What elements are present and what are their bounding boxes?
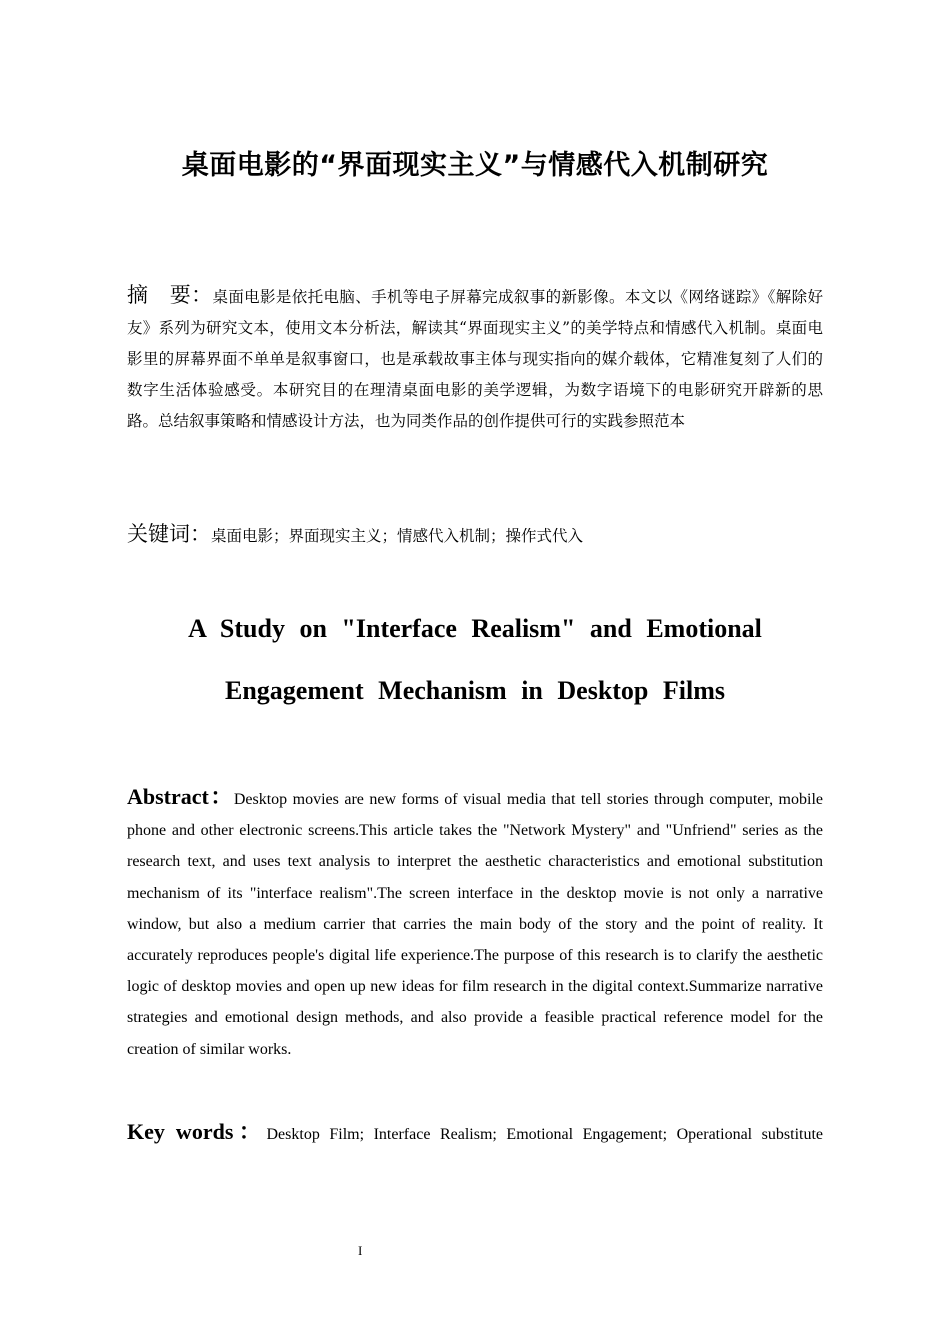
english-abstract-label: Abstract： <box>127 784 234 809</box>
english-keywords <box>127 1116 823 1151</box>
chinese-abstract <box>127 280 823 437</box>
chinese-abstract-label: 摘 要： <box>127 283 213 307</box>
chinese-keywords <box>127 518 823 552</box>
english-title-line-1: A Study on "Interface Realism" and Emotional <box>188 614 762 643</box>
english-keywords-text: Desktop Film; Interface Realism; Emotional Engagement; Operational substitute <box>266 1126 824 1143</box>
english-abstract-text: Desktop movies are new forms of visual media that tell stories through computer, mobile phone and other electronic screens.This article takes the "Network Mystery" and "Unfriend" series as the research text, and uses text analysis to interpret the aesthetic characteristics and emotional substitution mechanism of its "interface realism".The screen interface in the desktop movie is not only a narrative window, but also a medium carrier that carries the main body of the story and the point of reality. It accurately reproduces people's digital life experience.The purpose of this research is to clarify the aesthetic logic of desktop movies and open up new ideas for film research in the digital context.Summarize narrative strategies and emotional design methods, and also provide a feasible practical reference model for the creation of similar works. <box>127 791 823 1058</box>
english-title <box>127 598 823 722</box>
chinese-keywords-text: 桌面电影；界面现实主义；情感代入机制；操作式代入 <box>211 527 584 545</box>
chinese-keywords-label: 关键词： <box>127 522 211 546</box>
chinese-title: 桌面电影的“界面现实主义”与情感代入机制研究 <box>181 150 769 181</box>
english-keywords-label: Key words： <box>127 1119 267 1144</box>
english-abstract <box>127 781 823 1065</box>
english-title-line-2: Engagement Mechanism in Desktop Films <box>225 676 725 705</box>
chinese-abstract-text: 桌面电影是依托电脑、手机等电子屏幕完成叙事的新影像。本文以《网络谜踪》《解除好友》系列为研究文本，使用文本分析法，解读其“界面现实主义”的美学特点和情感代入机制。桌面电影里的屏幕界面不单单是叙事窗口，也是承载故事主体与现实指向的媒介载体，它精准复刻了人们的数字生活体验感受。本研究目的在理清桌面电影的美学逻辑，为数字语境下的电影研究开辟新的思路。总结叙事策略和情感设计方法，也为同类作品的创作提供可行的实践参照范本 <box>127 288 823 430</box>
page-number: I <box>358 1243 363 1258</box>
